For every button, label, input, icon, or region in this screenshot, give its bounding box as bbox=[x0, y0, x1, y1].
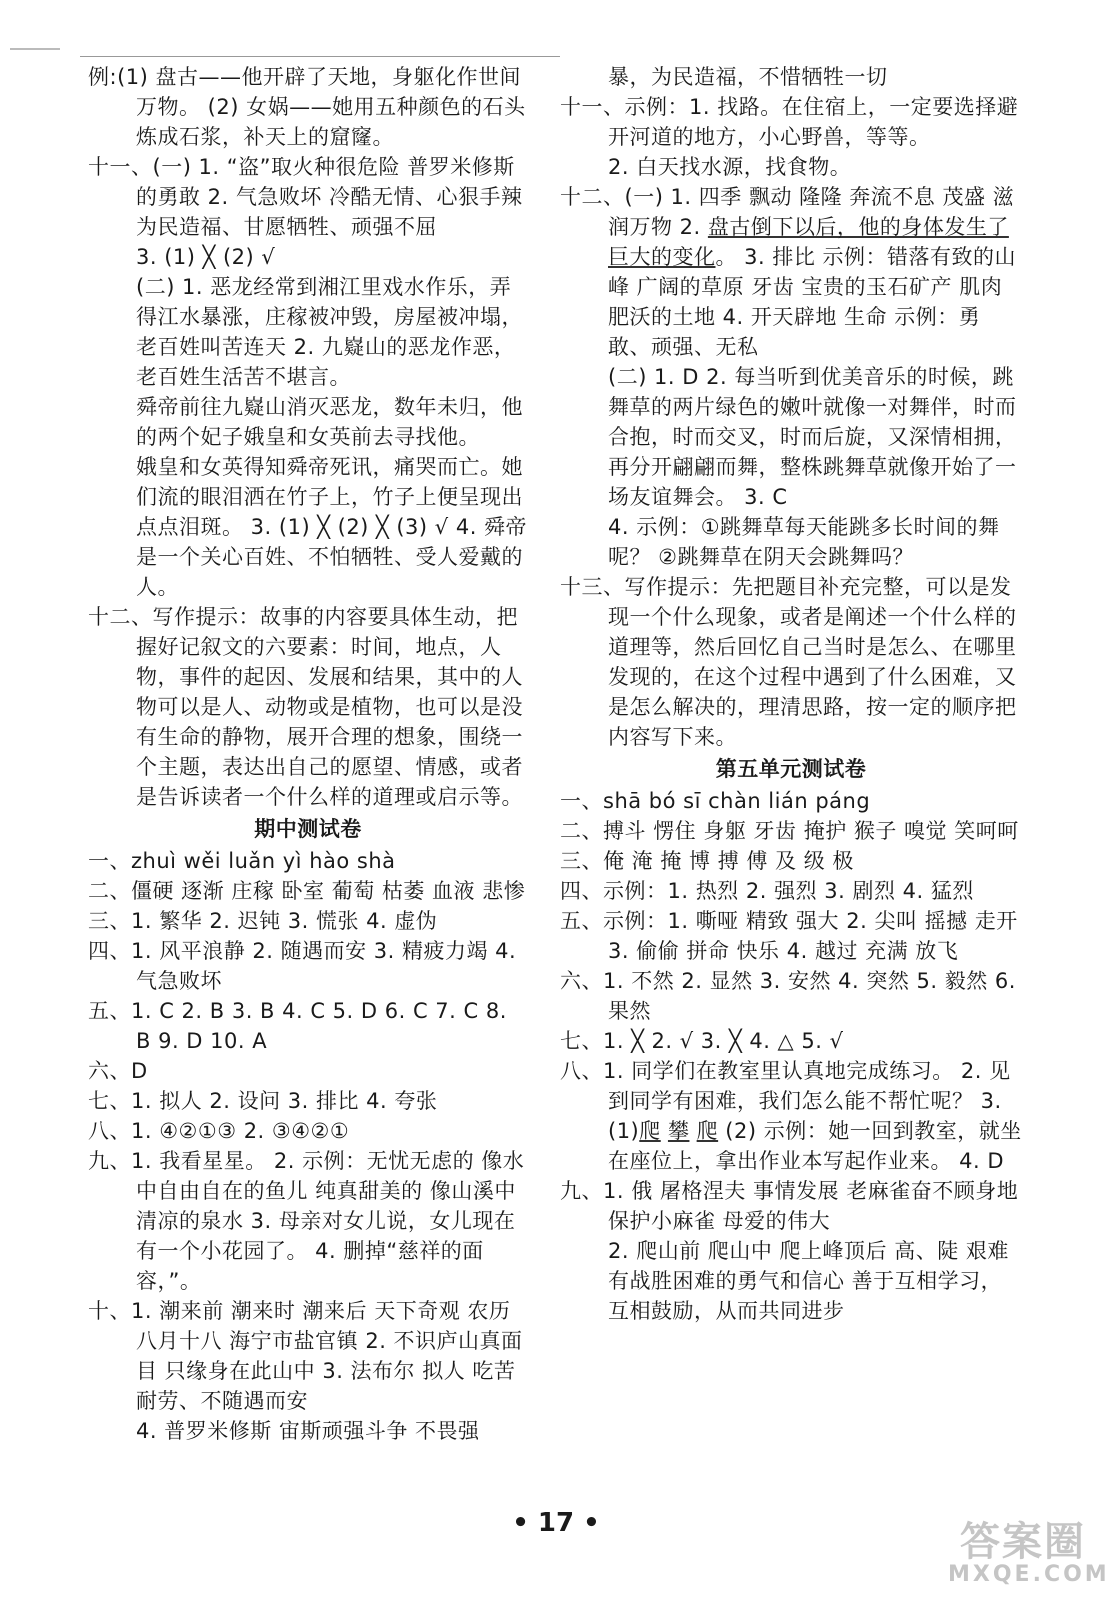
answer-item: 八、1. 同学们在教室里认真地完成练习。 2. 见到同学有困难，我们怎么能不帮忙呢？ 3. (1)爬 攀 爬 (2) 示例：她一回到教室，就坐在座位上，拿出作业本写起作业来。 4. D bbox=[560, 1059, 1022, 1173]
answer-continuation: 娥皇和女英得知舜帝死讯，痛哭而亡。她们流的眼泪洒在竹子上，竹子上便呈现出点点泪斑。 3. (1) ╳ (2) ╳ (3) √ 4. 舜帝是一个关心百姓、不怕牺牲、受人爱戴的人。 bbox=[136, 455, 528, 599]
answer-continuation: 4. 示例：①跳舞草每天能跳多长时间的舞呢？ ②跳舞草在阴天会跳舞吗？ bbox=[608, 515, 1000, 569]
answer-item: 四、示例：1. 热烈 2. 强烈 3. 剧烈 4. 猛烈 bbox=[560, 879, 974, 903]
answer-continuation: (二) 1. D 2. 每当听到优美音乐的时候，跳舞草的两片绿色的嫩叶就像一对舞伴，时而合抱，时而交叉，时而后旋，又深情相拥，再分开翩翩而舞，整株跳舞草就像开始了一场友谊舞会。 3. C bbox=[608, 365, 1017, 509]
answer-item: 五、示例：1. 嘶哑 精致 强大 2. 尖叫 摇撼 走开 3. 偷偷 拼命 快乐 4. 越过 充满 放飞 bbox=[560, 909, 1018, 963]
top-rule bbox=[80, 56, 560, 57]
answer-item: 例:(1) 盘古——他开辟了天地，身躯化作世间万物。 (2) 女娲——她用五种颜色的石头炼成石浆，补天上的窟窿。 bbox=[88, 65, 526, 149]
answer-item: 十、1. 潮来前 潮来时 潮来后 天下奇观 农历八月十八 海宁市盐官镇 2. 不识庐山真面目 只缘身在此山中 3. 法布尔 拟人 吃苦耐劳、不随遇而安 bbox=[88, 1299, 523, 1413]
answer-item: 十一、(一) 1. “盗”取火种很危险 普罗米修斯的勇敢 2. 气急败坏 冷酷无情、心狠手辣 为民造福、甘愿牺牲、顽强不屈 bbox=[88, 155, 523, 239]
top-edge-mark bbox=[10, 48, 60, 50]
answer-item: 三、1. 繁华 2. 迟钝 3. 慌张 4. 虚伪 bbox=[88, 909, 438, 933]
answer-item: 一、shā bó sī chàn lián páng bbox=[560, 789, 871, 813]
watermark-logo-text: 答案圈 bbox=[960, 1519, 1086, 1565]
answer-item: 十二、写作提示：故事的内容要具体生动，把握好记叙文的六要素：时间，地点，人物，事件的起因、发展和结果，其中的人物可以是人、动物或是植物，也可以是没有生命的静物，展开合理的想象，围绕一个主题，表达出自己的愿望、情感，或者是告诉读者一个什么样的道理或启示等。 bbox=[88, 605, 523, 809]
answer-item: 七、1. 拟人 2. 设问 3. 排比 4. 夸张 bbox=[88, 1089, 438, 1113]
answer-item: 十三、写作提示：先把题目补充完整，可以是发现一个什么现象，或者是阐述一个什么样的道理等，然后回忆自己当时是怎么、在哪里发现的，在这个过程中遇到了什么困难，又是怎么解决的，理清思路，按一定的顺序把内容写下来。 bbox=[560, 575, 1017, 749]
answer-item: 五、1. C 2. B 3. B 4. C 5. D 6. C 7. C 8. B 9. D 10. A bbox=[88, 999, 507, 1053]
answer-item: 十一、示例：1. 找路。在住宿上，一定要选择避开河道的地方，小心野兽，等等。 bbox=[560, 95, 1019, 149]
answer-continuation: 暴，为民造福，不惜牺牲一切 bbox=[608, 65, 888, 89]
answer-continuation: 4. 普罗米修斯 宙斯顽强斗争 不畏强 bbox=[136, 1419, 480, 1443]
answer-item: 八、1. ④②①③ 2. ③④②① bbox=[88, 1119, 350, 1143]
answer-continuation: (二) 1. 恶龙经常到湘江里戏水作乐，弄得江水暴涨，庄稼被冲毁，房屋被冲塌，老百姓叫苦连天 2. 九嶷山的恶龙作恶，老百姓生活苦不堪言。 bbox=[136, 275, 523, 389]
answer-item: 四、1. 风平浪静 2. 随遇而安 3. 精疲力竭 4. 气急败坏 bbox=[88, 939, 517, 993]
answer-continuation: 2. 爬山前 爬山中 爬上峰顶后 高、陡 艰难 有战胜困难的勇气和信心 善于互相学习，互相鼓励，从而共同进步 bbox=[608, 1239, 1009, 1323]
right-column bbox=[560, 62, 1022, 1326]
answer-item: 三、俺 淹 掩 博 搏 傅 及 级 极 bbox=[560, 849, 854, 873]
answer-continuation: 3. (1) ╳ (2) √ bbox=[136, 245, 276, 269]
watermark-site-text: MXQE.COM bbox=[948, 1562, 1110, 1587]
section-title: 期中测试卷 bbox=[254, 817, 362, 841]
left-column bbox=[88, 62, 528, 1446]
section-title: 第五单元测试卷 bbox=[715, 757, 867, 781]
answer-item: 六、1. 不然 2. 显然 3. 安然 4. 突然 5. 毅然 6. 果然 bbox=[560, 969, 1016, 1023]
answer-item: 二、僵硬 逐渐 庄稼 卧室 葡萄 枯萎 血液 悲惨 bbox=[88, 879, 526, 903]
answer-item: 二、搏斗 愣住 身躯 牙齿 掩护 猴子 嗅觉 笑呵呵 bbox=[560, 819, 1019, 843]
answer-item: 九、1. 俄 屠格涅夫 事情发展 老麻雀奋不顾身地保护小麻雀 母爱的伟大 bbox=[560, 1179, 1019, 1233]
watermark-logo bbox=[948, 1519, 1110, 1592]
answer-item: 九、1. 我看星星。 2. 示例：无忧无虑的 像水中自由自在的鱼儿 纯真甜美的 像山溪中清凉的泉水 3. 母亲对女儿说，女儿现在有一个小花园了。 4. 删掉“慈祥的面容，”。 bbox=[88, 1149, 525, 1293]
answer-continuation: 2. 白天找水源，找食物。 bbox=[608, 155, 852, 179]
answer-item: 一、zhuì wěi luǎn yì hào shà bbox=[88, 849, 396, 873]
answer-item: 十二、(一) 1. 四季 飘动 隆隆 奔流不息 茂盛 滋润万物 2. 盘古倒下以后，他的身体发生了巨大的变化。 3. 排比 示例：错落有致的山峰 广阔的草原 牙齿 宝贵的玉石矿产 肌肉 肥沃的土地 4. 开天辟地 生命 示例：勇敢、顽强、无私 bbox=[560, 185, 1017, 359]
answer-continuation: 舜帝前往九嶷山消灭恶龙，数年未归，他的两个妃子娥皇和女英前去寻找他。 bbox=[136, 395, 523, 449]
answer-item: 六、D bbox=[88, 1059, 148, 1083]
page-number: • 17 • bbox=[512, 1508, 600, 1538]
answer-item: 七、1. ╳ 2. √ 3. ╳ 4. △ 5. √ bbox=[560, 1029, 844, 1053]
